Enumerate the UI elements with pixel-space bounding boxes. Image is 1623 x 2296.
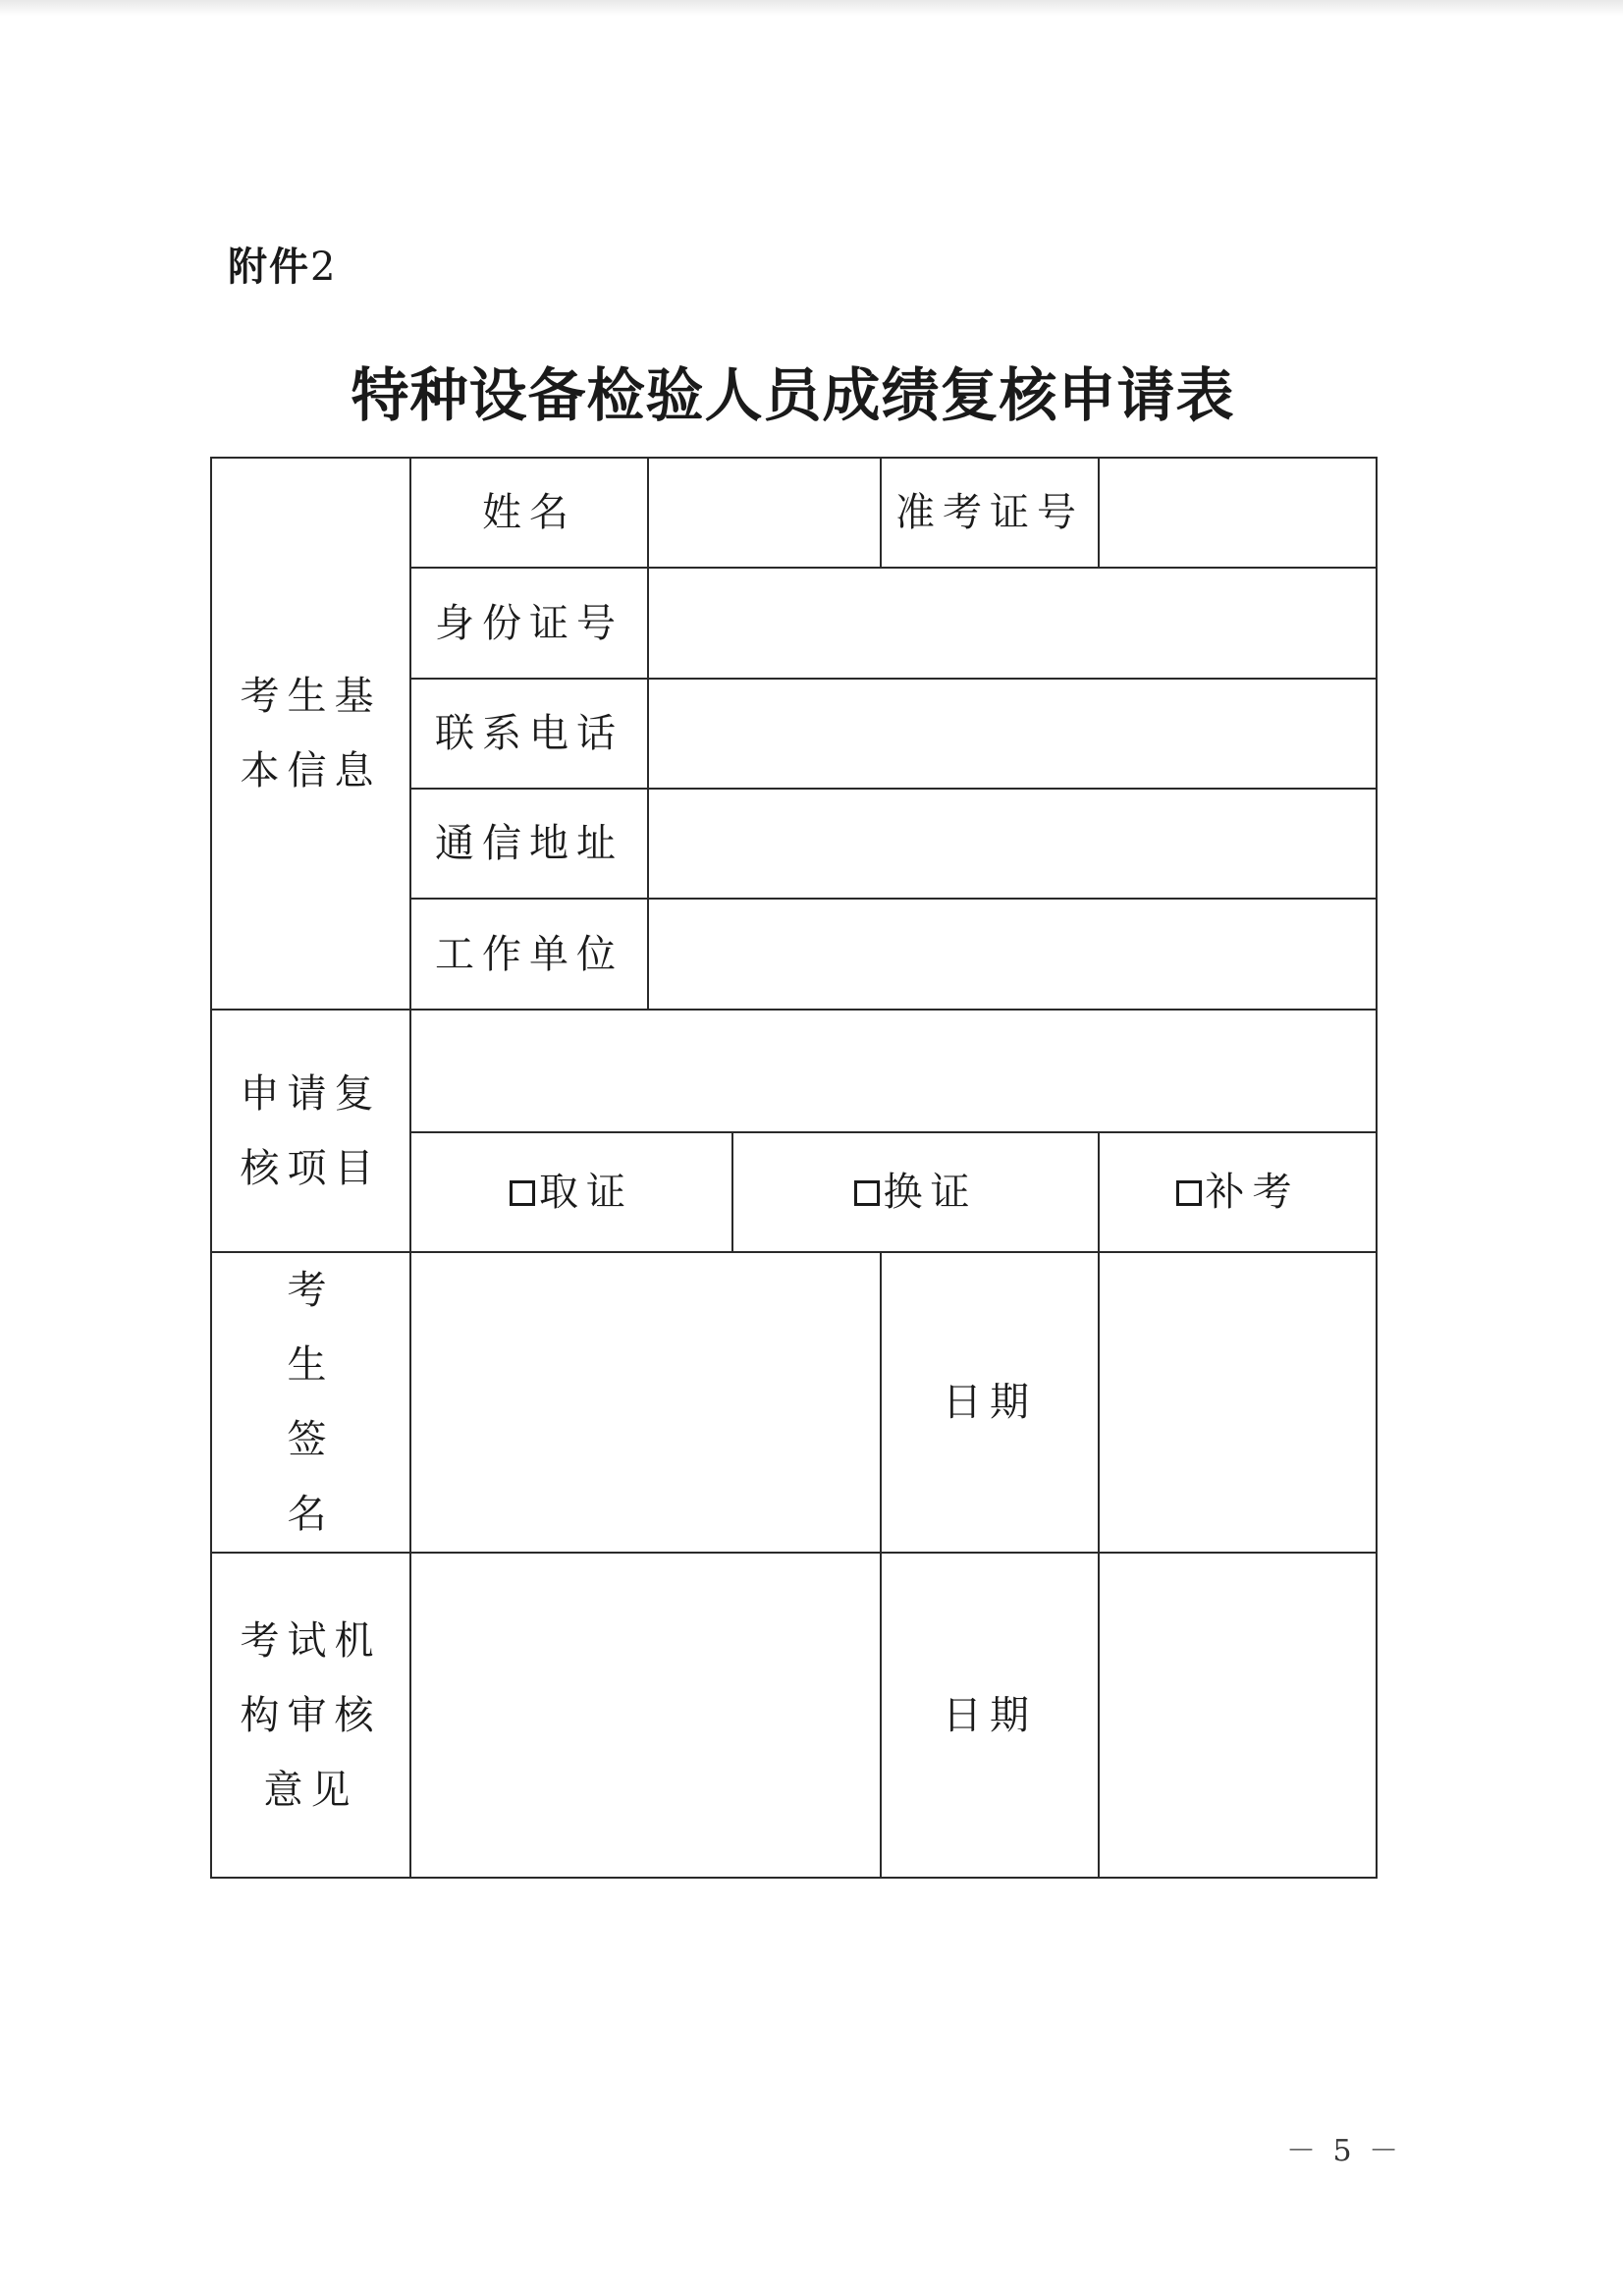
application-form-table [210,457,1378,1879]
option-renewal[interactable] [732,1132,1099,1252]
id-label: 身份证号 [410,568,648,679]
phone-field[interactable] [648,679,1377,789]
exam-no-label: 准考证号 [881,458,1099,568]
phone-label: 联系电话 [410,679,648,789]
name-field[interactable] [648,458,881,568]
candidate-sign-label: 考生签名 [211,1252,410,1553]
attachment-label [228,236,337,292]
form-title: 特种设备检验人员成绩复核申请表 [351,361,1235,429]
review-item-field[interactable] [410,1010,1377,1132]
basic-info-section-label: 考生基本信息 [211,458,410,1010]
agency-date-field[interactable] [1099,1553,1377,1878]
employer-field[interactable] [648,899,1377,1010]
checkbox-makeup-exam[interactable] [1176,1180,1202,1206]
row-agency-review [211,1553,1377,1878]
employer-label: 工作单位 [410,899,648,1010]
row-name [211,458,1377,568]
agency-review-label: 考试机构审核意见 [211,1553,410,1878]
agency-review-field[interactable] [410,1553,881,1878]
id-field[interactable] [648,568,1377,679]
option-renewal-label: 换证 [883,1170,978,1215]
page-number: － 5 － [1286,2134,1403,2168]
address-field[interactable] [648,789,1377,899]
attachment-number: 2 [310,245,338,290]
exam-no-field[interactable] [1099,458,1377,568]
row-candidate-sign [211,1252,1377,1553]
page-top-edge [0,0,1623,16]
option-qualification-label: 取证 [539,1170,633,1215]
agency-date-label: 日期 [881,1553,1099,1878]
checkbox-qualification[interactable] [510,1180,535,1206]
option-makeup-exam[interactable] [1099,1132,1377,1252]
name-label: 姓名 [410,458,648,568]
address-label: 通信地址 [410,789,648,899]
option-qualification[interactable] [410,1132,732,1252]
candidate-date-field[interactable] [1099,1252,1377,1553]
candidate-date-label: 日期 [881,1252,1099,1553]
review-items-section-label: 申请复核项目 [211,1010,410,1252]
option-makeup-exam-label: 补考 [1205,1170,1300,1215]
candidate-sign-field[interactable] [410,1252,881,1553]
attachment-prefix: 附件 [228,245,310,290]
row-review-item [211,1010,1377,1132]
checkbox-renewal[interactable] [854,1180,880,1206]
